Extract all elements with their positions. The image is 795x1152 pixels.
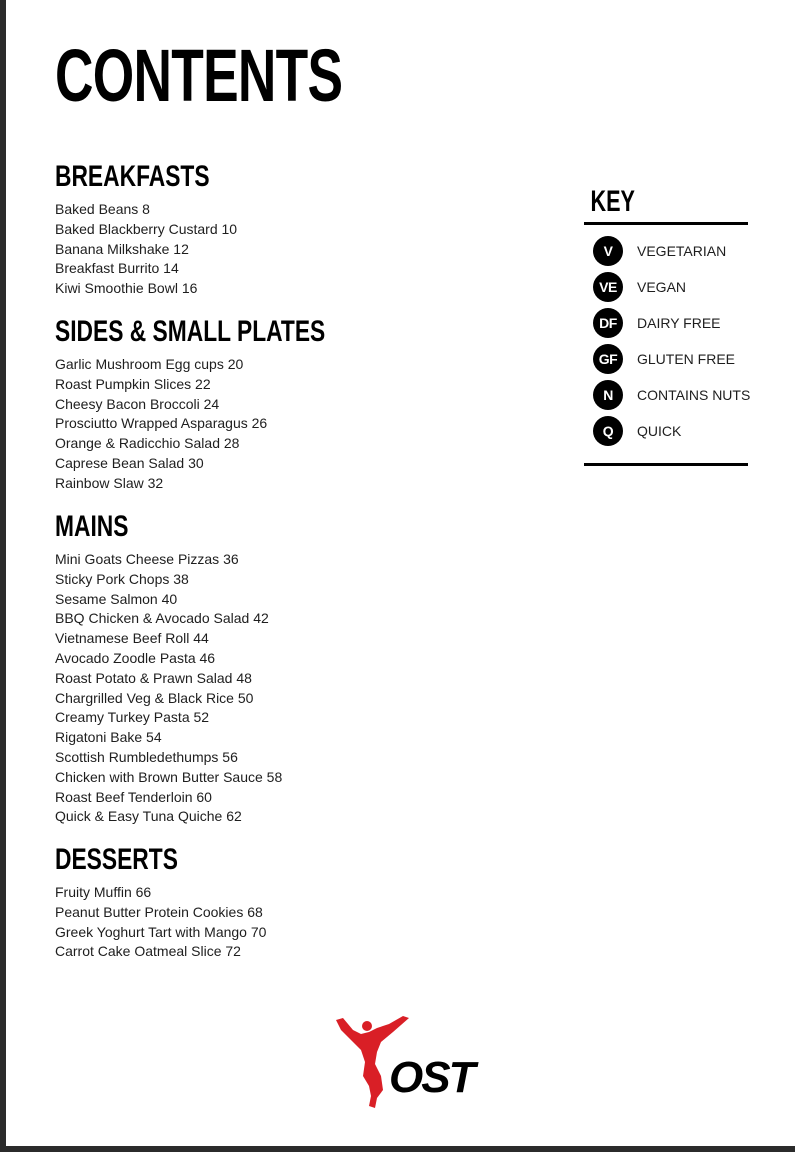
key-label: GLUTEN FREE <box>637 351 736 367</box>
recipe-list <box>55 550 282 827</box>
key-entry-gluten-free <box>584 341 748 377</box>
page-title: CONTENTS <box>55 34 343 117</box>
gluten-free-icon: GF <box>593 344 623 374</box>
recipe-item: Banana Milkshake 12 <box>55 240 189 257</box>
key-entry-vegetarian <box>584 233 748 269</box>
section-heading: DESSERTS <box>55 843 178 876</box>
recipe-item: Roast Potato & Prawn Salad 48 <box>55 669 252 686</box>
key-label: VEGAN <box>637 279 687 295</box>
key-entry-vegan <box>584 269 748 305</box>
key-bottom-rule <box>584 463 748 466</box>
key-entry-quick <box>584 413 748 449</box>
contains-nuts-icon: N <box>593 380 623 410</box>
recipe-item: Greek Yoghurt Tart with Mango 70 <box>55 923 267 940</box>
key-heading: KEY <box>590 185 635 218</box>
recipe-item: Prosciutto Wrapped Asparagus 26 <box>55 415 268 432</box>
section-sides-small-plates <box>55 315 411 494</box>
dairy-free-icon: DF <box>593 308 623 338</box>
recipe-item: Rigatoni Bake 54 <box>55 729 162 746</box>
logo-text: OST <box>389 1053 474 1102</box>
dietary-key <box>584 182 751 466</box>
section-heading: MAINS <box>55 510 129 543</box>
key-entry-dairy-free <box>584 305 748 341</box>
recipe-item: Chargrilled Veg & Black Rice 50 <box>55 689 254 706</box>
recipe-item: Garlic Mushroom Egg cups 20 <box>55 356 244 372</box>
recipe-item: Orange & Radicchio Salad 28 <box>55 435 240 452</box>
recipe-item: Chicken with Brown Butter Sauce 58 <box>55 768 283 785</box>
figure-head <box>362 1021 372 1031</box>
recipe-item: Fruity Muffin 66 <box>55 884 152 900</box>
key-label: QUICK <box>637 423 682 439</box>
key-list <box>584 233 751 449</box>
recipe-item: Sticky Pork Chops 38 <box>55 570 189 587</box>
section-breakfasts <box>55 160 258 299</box>
recipe-item: BBQ Chicken & Avocado Salad 42 <box>55 610 269 627</box>
recipe-item: Scottish Rumbledethumps 56 <box>55 748 238 765</box>
vegan-icon: VE <box>593 272 623 302</box>
recipe-item: Creamy Turkey Pasta 52 <box>55 709 210 726</box>
recipe-item: Baked Beans 8 <box>55 201 150 217</box>
brand-logo <box>331 1012 496 1112</box>
recipe-item: Breakfast Burrito 14 <box>55 260 179 277</box>
recipe-list <box>55 883 266 962</box>
key-entry-contains-nuts <box>584 377 751 413</box>
recipe-item: Baked Blackberry Custard 10 <box>55 220 238 237</box>
section-desserts <box>55 843 266 962</box>
recipe-item: Vietnamese Beef Roll 44 <box>55 630 209 647</box>
section-heading: SIDES & SMALL PLATES <box>55 315 326 348</box>
recipe-item: Roast Pumpkin Slices 22 <box>55 375 211 392</box>
recipe-item: Avocado Zoodle Pasta 46 <box>55 649 216 666</box>
quick-icon: Q <box>593 416 623 446</box>
section-heading: BREAKFASTS <box>55 160 210 193</box>
recipe-item: Cheesy Bacon Broccoli 24 <box>55 395 220 412</box>
key-top-rule <box>584 222 748 225</box>
recipe-list <box>55 200 258 299</box>
recipe-item: Quick & Easy Tuna Quiche 62 <box>55 808 242 825</box>
key-label: CONTAINS NUTS <box>637 387 751 403</box>
contents-page <box>6 0 795 1146</box>
recipe-item: Carrot Cake Oatmeal Slice 72 <box>55 943 241 960</box>
recipe-list <box>55 355 411 494</box>
recipe-item: Sesame Salmon 40 <box>55 590 178 607</box>
key-label: VEGETARIAN <box>637 243 727 259</box>
recipe-item: Caprese Bean Salad 30 <box>55 454 204 471</box>
recipe-item: Kiwi Smoothie Bowl 16 <box>55 280 198 297</box>
vegetarian-icon: V <box>593 236 623 266</box>
recipe-item: Mini Goats Cheese Pizzas 36 <box>55 551 239 567</box>
recipe-item: Peanut Butter Protein Cookies 68 <box>55 903 263 920</box>
recipe-item: Roast Beef Tenderloin 60 <box>55 788 212 805</box>
key-label: DAIRY FREE <box>637 315 721 331</box>
section-mains <box>55 510 282 827</box>
recipe-item: Rainbow Slaw 32 <box>55 474 164 491</box>
